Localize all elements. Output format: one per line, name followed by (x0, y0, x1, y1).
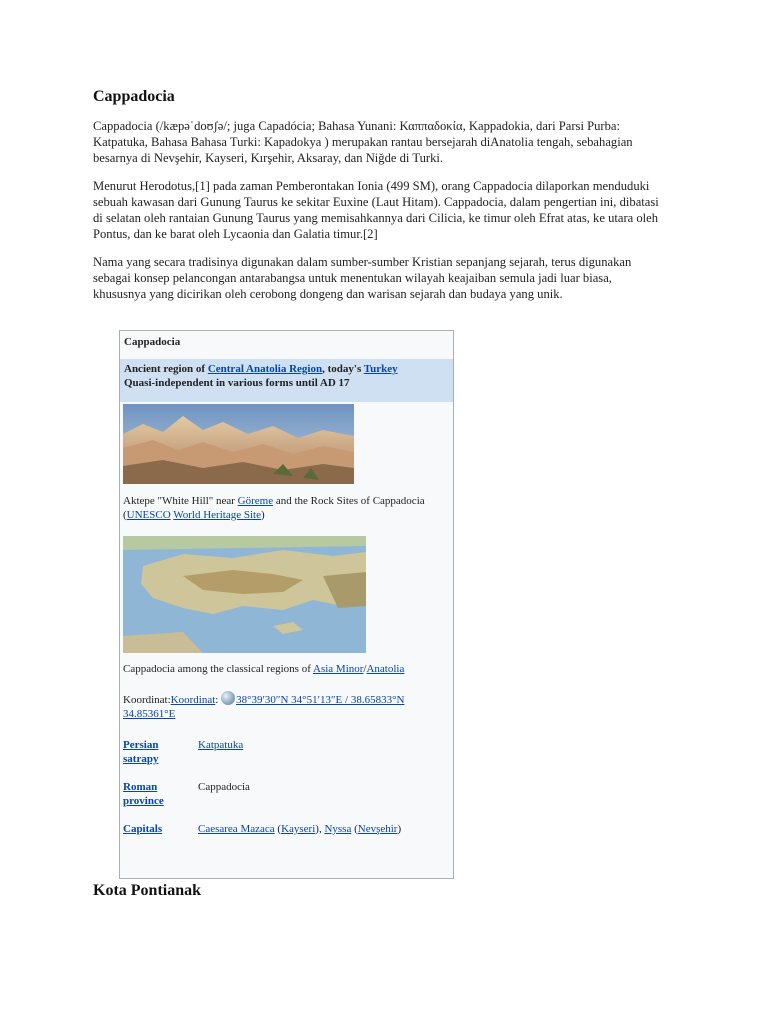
row-value-capitals (198, 822, 448, 836)
anatolia-map-image[interactable] (123, 536, 366, 653)
caption-text: Aktepe "White Hill" near (123, 495, 238, 507)
link-nyssa[interactable]: Nyssa (324, 823, 352, 835)
caption-separator: / (363, 663, 367, 675)
paragraph-intro: Cappadocia (/kæpəˈdoʊʃə/; juga Capadócia; Bahasa Yunani: Καππαδοκία, Kappadokia, dari Parsi Purba: Katpatuka, Bahasa Bahasa Turki: Kapadokya ) merupakan rantau bersejarah diAnatolia tengah, sebahagian besarnya di Nevşehir, Kayseri, Kırşehir, Aksaray, dan Niğde di Turki. (93, 119, 633, 165)
value-text: ( (351, 823, 358, 835)
link-goreme[interactable]: Göreme (237, 495, 274, 507)
row-key-persian-satrapy[interactable]: Persian satrapy (123, 739, 159, 765)
value-text: ), (315, 823, 325, 835)
value-text: ( (274, 823, 282, 835)
article-title: Cappadocia (93, 88, 175, 105)
subheader-prefix: Ancient region of (124, 363, 208, 375)
row-key-roman-province[interactable]: Roman province (123, 781, 164, 807)
link-nevsehir[interactable]: Nevşehir (357, 823, 398, 835)
infobox-subheader (120, 359, 453, 402)
link-central-anatolia[interactable]: Central Anatolia Region (207, 363, 323, 375)
infobox-title: Cappadocia (124, 336, 181, 348)
link-unesco[interactable]: UNESCO (126, 509, 171, 521)
link-world-heritage-site[interactable]: World Heritage Site (173, 509, 261, 521)
caption-text: ) (260, 509, 265, 521)
row-value-cappadocia: Cappadocia (198, 781, 250, 793)
paragraph-herodotus: Menurut Herodotus,[1] pada zaman Pemberontakan Ionia (499 SM), orang Cappadocia dilaporkan menduduki sebuah kawasan dari Gunung Taurus ke sekitar Euxine (Laut Hitam). Cappadocia, dalam pengertian ini, dibatasi di selatan oleh rantaian Gunung Taurus yang memisahkannya dari Cilicia, ke timur oleh Efrat atas, ke utara oleh Pontus, dan ke barat oleh Lycaonia dan Galatia timur.[2] (93, 179, 659, 241)
globe-icon[interactable] (221, 691, 235, 705)
paragraph-tourism: Nama yang secara tradisinya digunakan dalam sumber-sumber Kristian sepanjang sejarah, terus digunakan sebagai konsep pelancongan antarabangsa untuk menentukan wilayah keajaiban semula jadi luar biasa, khususnya yang dicirikan oleh cerobong dongeng dan warisan sejarah dan budaya yang unik. (93, 255, 632, 301)
caption-text: and the Rock Sites of Cappadocia ( (123, 495, 425, 521)
cappadocia-landscape-image[interactable] (123, 404, 354, 484)
coordinates-separator: : (215, 694, 222, 706)
value-text: ) (397, 823, 402, 835)
row-value-katpatuka[interactable]: Katpatuka (198, 739, 244, 751)
coordinates-label: Koordinat: (123, 694, 171, 706)
link-turkey[interactable]: Turkey (363, 363, 398, 375)
subheader-mid: , today's (322, 363, 364, 375)
next-article-title: Kota Pontianak (93, 882, 202, 899)
coordinates (123, 691, 449, 721)
caption-text: Cappadocia among the classical regions of (123, 663, 313, 675)
row-key-capitals[interactable]: Capitals (123, 823, 163, 835)
link-coordinates-value[interactable]: 38°39′30″N 34°51′13″E / 38.65833°N 34.85361°E (123, 694, 405, 720)
subheader-line2: Quasi-independent in various forms until AD 17 (124, 377, 350, 389)
image-caption-map (123, 662, 449, 676)
link-koordinat[interactable]: Koordinat (170, 694, 216, 706)
image-caption-landscape (123, 494, 449, 522)
link-asia-minor[interactable]: Asia Minor (313, 663, 364, 675)
infobox (119, 330, 454, 879)
link-kayseri[interactable]: Kayseri (281, 823, 316, 835)
link-caesarea-mazaca[interactable]: Caesarea Mazaca (198, 823, 275, 835)
link-anatolia[interactable]: Anatolia (366, 663, 405, 675)
